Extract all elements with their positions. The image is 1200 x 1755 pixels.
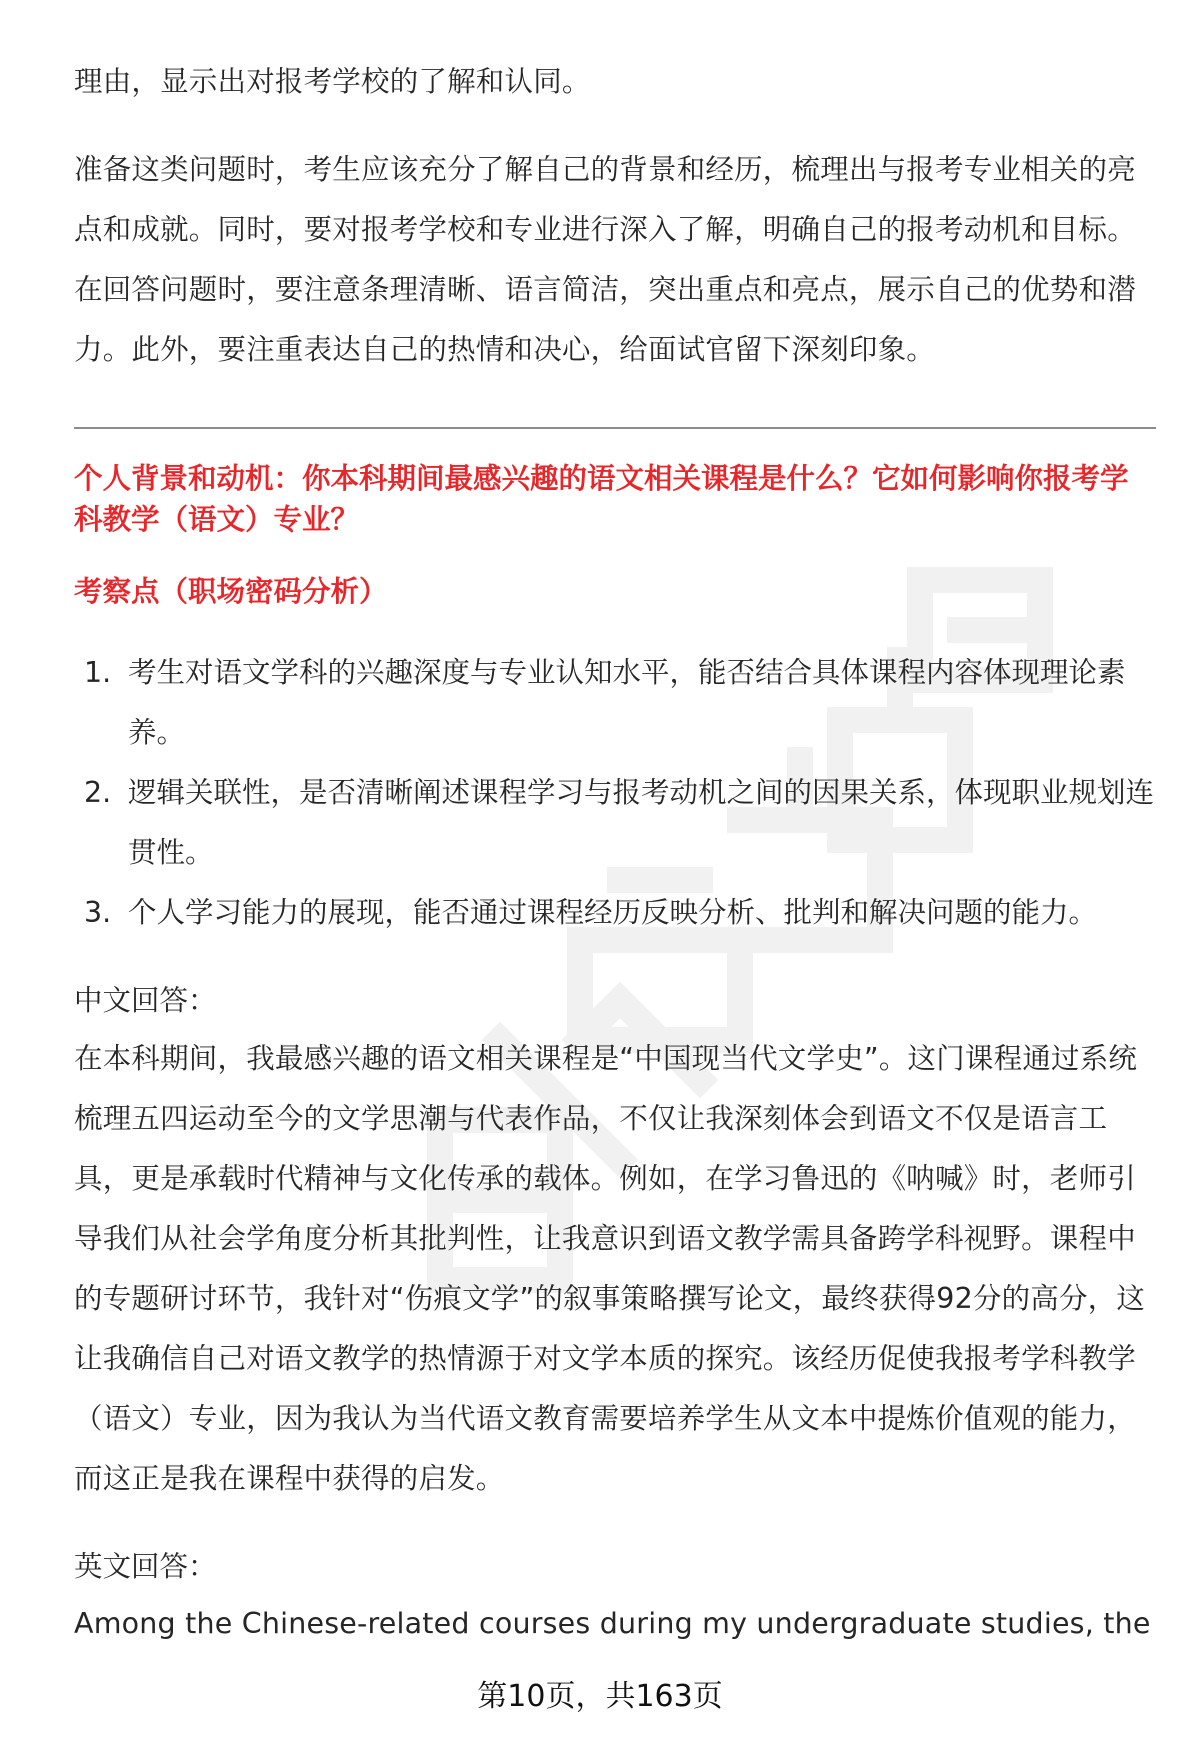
page-number-footer: 第10页，共163页 bbox=[477, 1679, 723, 1714]
list-item bbox=[74, 643, 1156, 763]
assessment-heading: 考察点（职场密码分析） bbox=[74, 575, 388, 608]
list-item-text: 个人学习能力的展现，能否通过课程经历反映分析、批判和解决问题的能力。 bbox=[128, 896, 1098, 929]
interview-question-heading: 个人背景和动机：你本科期间最感兴趣的语文相关课程是什么？它如何影响你报考学科教学（语文）专业？ bbox=[74, 462, 1129, 536]
document-page bbox=[74, 0, 1156, 1755]
section-divider bbox=[74, 427, 1156, 429]
chinese-answer-label: 中文回答： bbox=[74, 984, 217, 1017]
intro-tail-paragraph: 理由，显示出对报考学校的了解和认同。 bbox=[74, 65, 591, 98]
list-item-number: 3. bbox=[84, 896, 112, 929]
list-item-text: 考生对语文学科的兴趣深度与专业认知水平，能否结合具体课程内容体现理论素养。 bbox=[128, 656, 1126, 749]
list-item-number: 2. bbox=[84, 776, 112, 809]
assessment-points-list bbox=[74, 643, 1156, 943]
preparation-paragraph: 准备这类问题时，考生应该充分了解自己的背景和经历，梳理出与报考专业相关的亮点和成就。同时，要对报考学校和专业进行深入了解，明确自己的报考动机和目标。在回答问题时，要注意条理清晰、语言简洁，突出重点和亮点，展示自己的优势和潜力。此外，要注重表达自己的热情和决心，给面试官留下深刻印象。 bbox=[74, 153, 1136, 366]
list-item-number: 1. bbox=[84, 656, 112, 689]
english-answer-paragraph: Among the Chinese-related courses during my undergraduate studies, the bbox=[74, 1607, 1151, 1640]
english-answer-label: 英文回答： bbox=[74, 1550, 217, 1583]
list-item bbox=[74, 763, 1156, 883]
chinese-answer-paragraph: 在本科期间，我最感兴趣的语文相关课程是“中国现当代文学史”。这门课程通过系统梳理五四运动至今的文学思潮与代表作品，不仅让我深刻体会到语文不仅是语言工具，更是承载时代精神与文化传承的载体。例如，在学习鲁迅的《呐喊》时，老师引导我们从社会学角度分析其批判性，让我意识到语文教学需具备跨学科视野。课程中的专题研讨环节，我针对“伤痕文学”的叙事策略撰写论文，最终获得92分的高分，这让我确信自己对语文教学的热情源于对文学本质的探究。该经历促使我报考学科教学（语文）专业，因为我认为当代语文教育需要培养学生从文本中提炼价值观的能力，而这正是我在课程中获得的启发。 bbox=[74, 1042, 1146, 1495]
list-item bbox=[74, 883, 1156, 943]
list-item-text: 逻辑关联性，是否清晰阐述课程学习与报考动机之间的因果关系，体现职业规划连贯性。 bbox=[128, 776, 1155, 869]
